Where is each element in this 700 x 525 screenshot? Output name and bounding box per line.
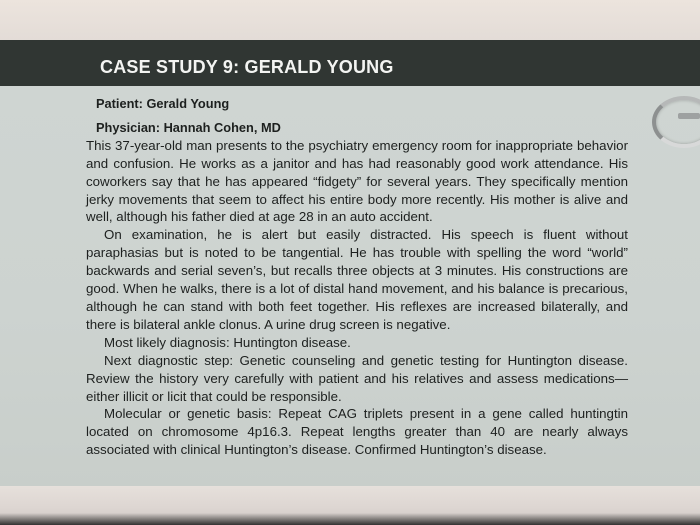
case-study-text <box>86 95 628 459</box>
physician-line: Physician: Hannah Cohen, MD <box>96 119 281 135</box>
case-paragraph-diagnosis: Most likely diagnosis: Huntington disease. <box>104 334 351 350</box>
page-bottom-shadow <box>0 513 700 525</box>
binder-ring-clip <box>678 113 700 119</box>
case-paragraph-next-step: Next diagnostic step: Genetic counseling and genetic testing for Huntington disease. Review the history very carefully with patient and his relatives and assess medications—either illicit or licit that could be responsible. <box>86 352 628 404</box>
case-study-title: CASE STUDY 9: GERALD YOUNG <box>100 57 394 77</box>
case-paragraph-molecular-basis: Molecular or genetic basis: Repeat CAG triplets present in a gene called huntingtin located on chromosome 4p16.3. Repeat lengths greater than 40 are nearly always associated with clinical Huntington’s disease. Confirmed Huntington’s disease. <box>86 406 628 458</box>
case-paragraph-history: This 37-year-old man presents to the psychiatry emergency room for inappropriate behavior and confusion. He works as a janitor and has had reasonably good work attendance. His coworkers say that he has appeared “fidgety” for several years. They specifically mention jerky movements that seem to affect his entire body more recently. His mother is alive and well, although his father died at age 28 in an auto accident. <box>86 137 628 225</box>
page-top-margin <box>0 0 700 40</box>
case-paragraph-examination: On examination, he is alert but easily distracted. His speech is fluent without paraphasias but is noted to be tangential. He has trouble with spelling the word “world” backwards and serial seven’s, but recalls three objects at 3 minutes. His constructions are good. When he walks, there is a lot of distal hand movement, and his balance is precarious, although he can stand with both feet together. His reflexes are increased bilaterally, and there is bilateral ankle clonus. A urine drug screen is negative. <box>86 227 628 332</box>
patient-line: Patient: Gerald Young <box>96 96 230 111</box>
